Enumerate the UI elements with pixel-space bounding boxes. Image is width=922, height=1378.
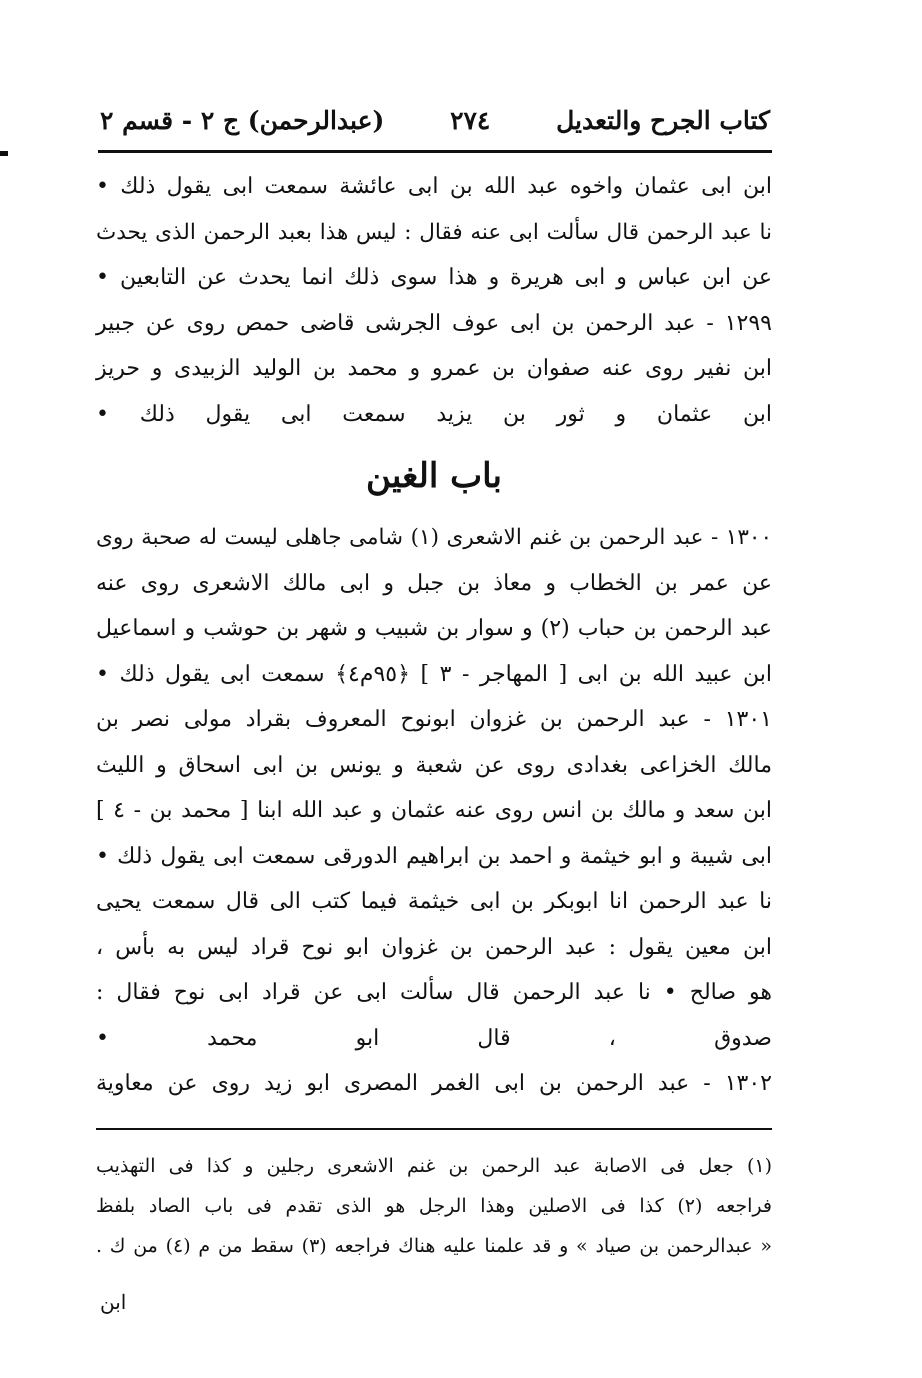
- footnote-rule: [96, 1128, 772, 1130]
- text-line: ابن ابى عثمان واخوه عبد الله بن ابى عائشة سمعت ابى يقول ذلك •: [96, 174, 772, 199]
- catchword: ابن: [100, 1290, 127, 1314]
- text-line: نا عبد الرحمن قال سألت ابى عنه فقال : ليس هذا بعبد الرحمن الذى يحدث: [96, 219, 772, 245]
- footnote-line: (١) جعل فى الاصابة عبد الرحمن بن غنم الاشعرى رجلين و كذا فى التهذيب: [96, 1155, 772, 1177]
- footnotes: [96, 1146, 772, 1266]
- header-rule: [98, 150, 772, 153]
- main-text: [96, 164, 772, 1107]
- page-header: [100, 96, 770, 144]
- book-title: كتاب الجرح والتعديل: [556, 105, 770, 135]
- text-line: ابن سعد و مالك بن انس روى عنه عثمان و عبد الله ابنا [ محمد بن - ٤ ]: [96, 798, 772, 823]
- text-line: ابن معين يقول : عبد الرحمن بن غزوان ابو نوح قراد ليس به بأس ،: [96, 934, 772, 960]
- entry-1300-start: ١٣٠٠ - عبد الرحمن بن غنم الاشعرى (١) شامى جاهلى ليست له صحبة روى: [96, 525, 772, 550]
- entry-1301: [96, 697, 772, 1061]
- text-line: عن عمر بن الخطاب و معاذ بن جبل و ابى مالك الاشعرى روى عنه: [96, 570, 772, 596]
- text-line: مالك الخزاعى بغدادى روى عن شعبة و يونس بن ابى اسحاق و الليث: [96, 752, 772, 778]
- margin-mark: [0, 151, 8, 156]
- footnote-line: « عبدالرحمن بن صياد » و قد علمنا عليه هناك فراجعه (٣) سقط من م (٤) من ك .: [96, 1235, 772, 1257]
- entry-1299-start: ١٢٩٩ - عبد الرحمن بن ابى عوف الجرشى قاضى حمص روى عن جبير: [96, 310, 772, 336]
- text-line: ابن عبيد الله بن ابى [ المهاجر - ٣ ] ﴿٩٥م٤﴾ سمعت ابى يقول ذلك •: [96, 661, 772, 687]
- entry-1302-start: ١٣٠٢ - عبد الرحمن بن ابى الغمر المصرى ابو زيد روى عن معاوية: [96, 1071, 772, 1096]
- text-line: هو صالح • نا عبد الرحمن قال سألت ابى عن قراد ابى نوح فقال :: [96, 980, 772, 1005]
- entry-1302: [96, 1061, 772, 1107]
- text-line: ابى شيبة و ابو خيثمة و احمد بن ابراهيم الدورقى سمعت ابى يقول ذلك •: [96, 843, 772, 869]
- text-line: عبد الرحمن بن حباب (٢) و سوار بن شبيب و شهر بن حوشب و اسماعيل: [96, 616, 772, 641]
- text-line: ابن نفير روى عنه صفوان بن عمرو و محمد بن الوليد الزبيدى و حريز: [96, 356, 773, 381]
- text-line: عن ابن عباس و ابى هريرة و هذا سوى ذلك انما يحدث عن التابعين •: [96, 265, 772, 290]
- section-heading: باب الغين: [365, 456, 503, 496]
- entry-1301-start: ١٣٠١ - عبد الرحمن بن غزوان ابونوح المعروف بقراد مولى نصر بن: [96, 707, 772, 732]
- entry-1300: [96, 515, 772, 697]
- text-line: صدوق ، قال ابو محمد •: [96, 1025, 772, 1051]
- section-info: (عبدالرحمن) ج ٢ - قسم ٢: [100, 105, 385, 135]
- text-line: ابن عثمان و ثور بن يزيد سمعت ابى يقول ذلك •: [96, 401, 772, 427]
- footnote-line: فراجعه (٢) كذا فى الاصلين وهذا الرجل هو الذى تقدم فى باب الصاد بلفظ: [96, 1195, 772, 1217]
- text-line: نا عبد الرحمن انا ابوبكر بن ابى خيثمة فيما كتب الى قال سمعت يحيى: [96, 889, 772, 914]
- page-number: ٢٧٤: [450, 105, 491, 135]
